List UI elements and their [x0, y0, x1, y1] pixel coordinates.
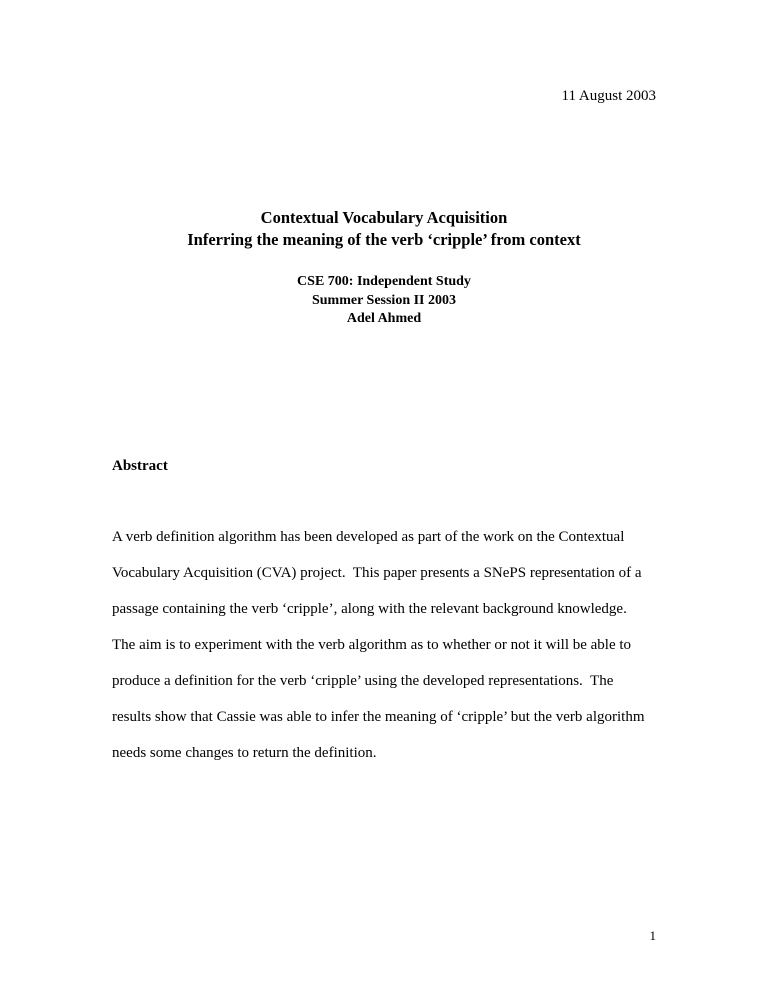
- date-line: 11 August 2003: [561, 88, 656, 104]
- abstract-text: A verb definition algorithm has been developed as part of the work on the Contextual Vocabulary Acquisition (CVA) project. This paper presents a SNePS representation of a passage containing the verb ‘cripple’, along with the relevant background knowledge. The aim is to experiment with the verb algorithm as to whether or not it will be able to produce a definition for the verb ‘cripple’ using the developed representations. The results show that Cassie was able to infer the meaning of ‘cripple’ but the verb algorithm needs some changes to return the definition.: [112, 528, 649, 761]
- author-line: Adel Ahmed: [346, 311, 422, 326]
- session-line: Summer Session II 2003: [311, 292, 457, 308]
- paper-title-line2: Inferring the meaning of the verb ‘cripple’ from context: [187, 230, 581, 249]
- page-number: 1: [649, 928, 656, 943]
- abstract-heading: Abstract: [112, 457, 168, 474]
- byline-block: [112, 273, 656, 329]
- course-line: CSE 700: Independent Study: [297, 274, 471, 289]
- title-block: [112, 207, 656, 251]
- page-content: [112, 0, 656, 771]
- paper-title-line1: Contextual Vocabulary Acquisition: [260, 208, 508, 227]
